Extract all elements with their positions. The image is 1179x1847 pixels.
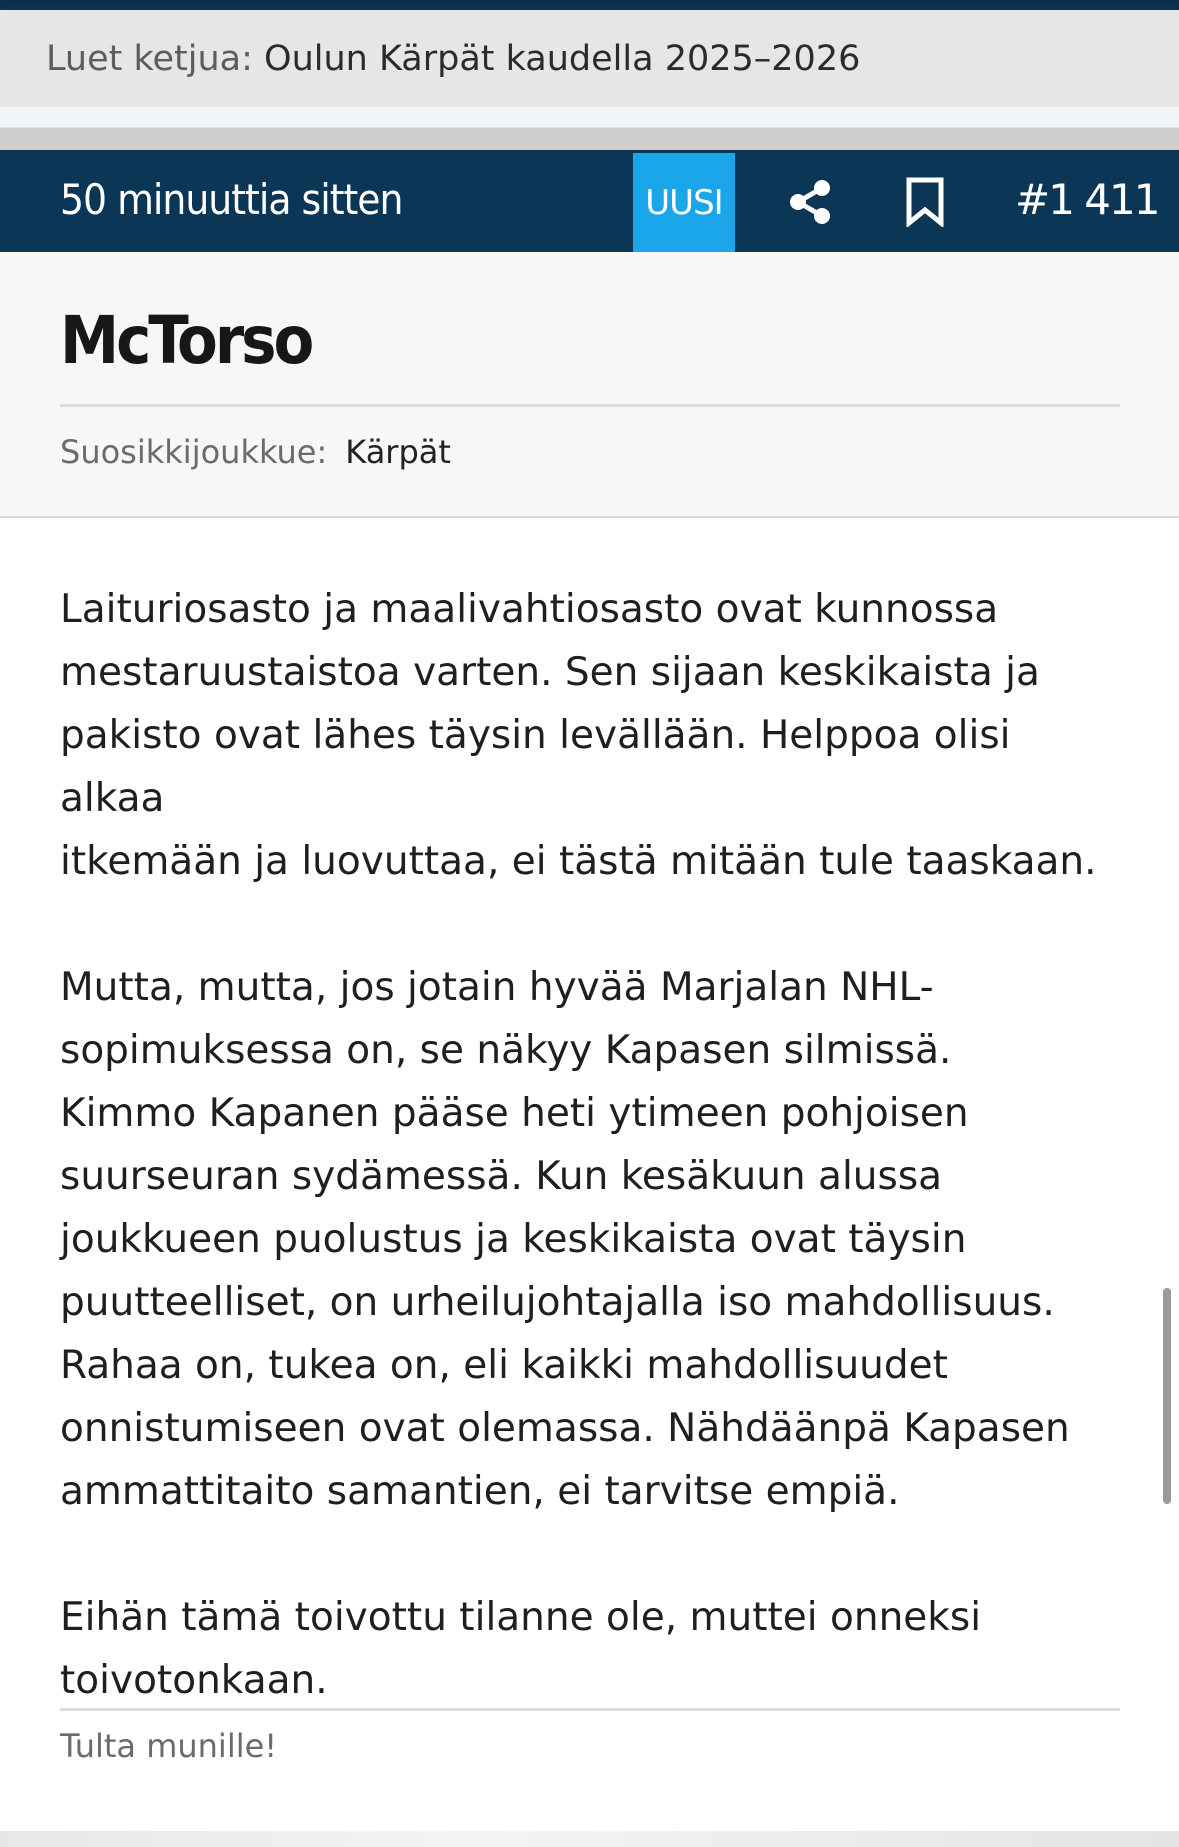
post-paragraph: Mutta, mutta, jos jotain hyvää Marjalan NHL- sopimuksessa on, se näkyy Kapasen silmissä. Kimmo Kapanen pääse heti ytimeen pohjoisen suurseuran sydämessä. Kun kesäkuun alussa joukkueen puolustus ja keskikaista ovat täysin puutteelliset, on urheilujohtajalla iso mahdollisuus. Rahaa on, tukea on, eli kaikki mahdollisuudet onnistumiseen ovat olemassa. Nähdäänpä Kapasen ammattitaito samantien, ei tarvitse empiä. <box>60 965 1070 1514</box>
bottom-edge <box>0 1831 1179 1847</box>
share-button[interactable] <box>780 172 840 232</box>
favorite-team-row <box>60 430 451 474</box>
thread-banner[interactable] <box>0 10 1179 108</box>
author-divider <box>60 404 1120 407</box>
bookmark-icon <box>905 177 945 227</box>
banner-separator <box>0 107 1179 150</box>
author-name[interactable]: McTorso <box>60 302 312 379</box>
bookmark-button[interactable] <box>895 172 955 232</box>
post-number[interactable]: #1 411 <box>1015 175 1159 224</box>
new-badge: UUSI <box>633 153 735 252</box>
post-time[interactable]: 50 minuuttia sitten <box>60 175 403 224</box>
thread-banner-text <box>46 38 860 80</box>
favorite-team-label: Suosikkijoukkue: <box>60 433 328 471</box>
signature: Tulta munille! <box>60 1727 278 1765</box>
signature-divider <box>60 1708 1120 1711</box>
top-edge-bar <box>0 0 1179 10</box>
thread-title[interactable]: Oulun Kärpät kaudella 2025–2026 <box>264 39 861 79</box>
post-body <box>60 578 1120 1775</box>
page-scrollbar[interactable] <box>1163 1288 1171 1504</box>
share-icon <box>788 179 832 225</box>
favorite-team-value: Kärpät <box>345 433 451 471</box>
thread-banner-prefix: Luet ketjua: <box>46 39 253 79</box>
post-paragraph: Laituriosasto ja maalivahtiosasto ovat kunnossa mestaruustaistoa varten. Sen sijaan keskikaista ja pakisto ovat lähes täysin levällään. Helppoa olisi alkaa itkemään ja luovuttaa, ei tästä mitään tule taaskaan. <box>60 587 1097 884</box>
author-block <box>0 252 1179 518</box>
post-header <box>0 150 1179 252</box>
post-paragraph: Eihän tämä toivottu tilanne ole, muttei onneksi toivotonkaan. <box>60 1595 982 1703</box>
